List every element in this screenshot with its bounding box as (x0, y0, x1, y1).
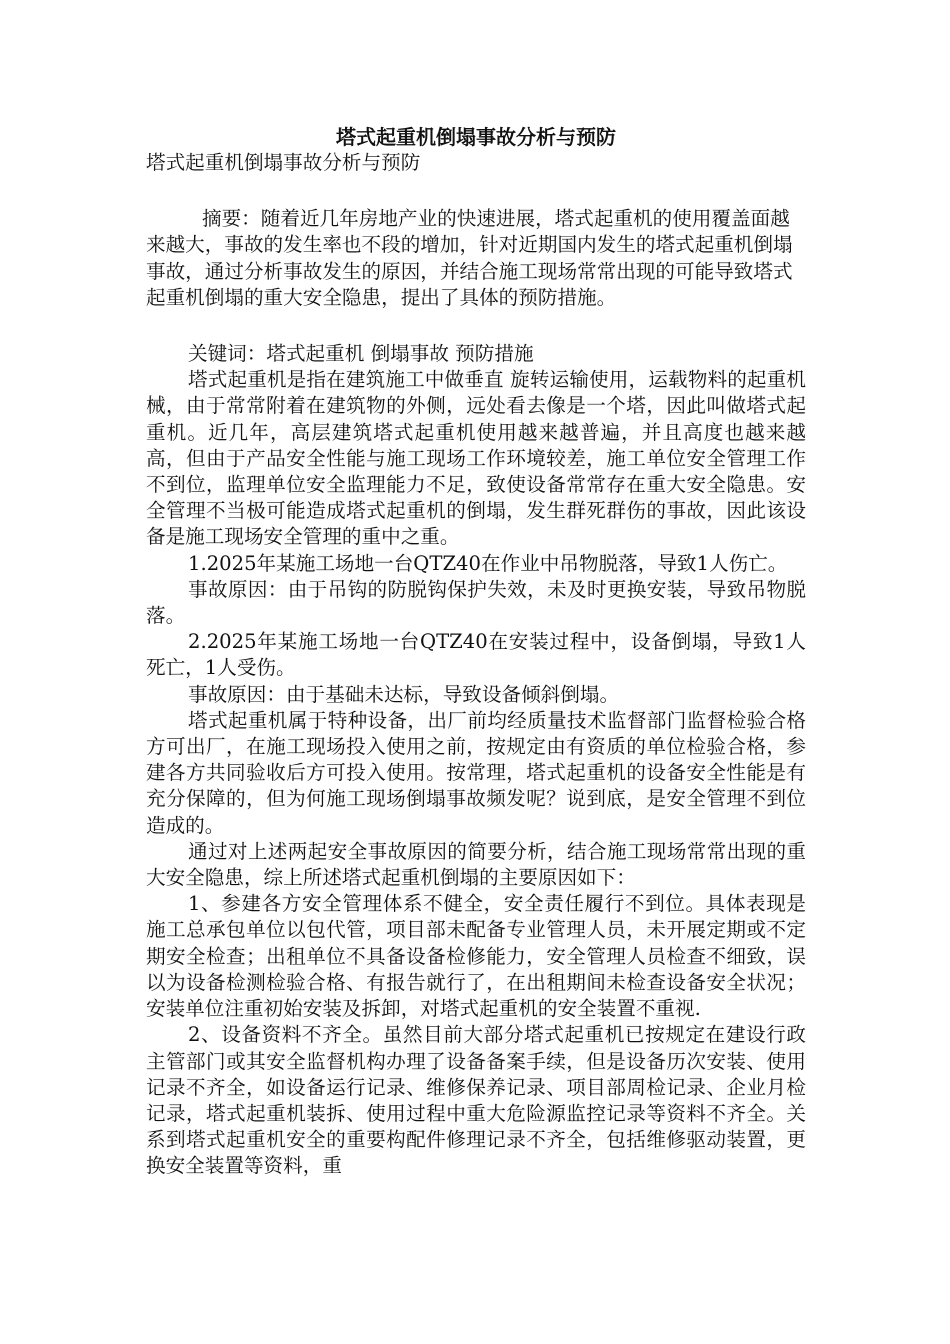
body-paragraph-cause-2: 事故原因：由于基础未达标，导致设备倾斜倒塌。 (188, 682, 620, 706)
body-paragraph-case-1: 1.2025年某施工场地一台QTZ40在作业中吊物脱落，导致1人伤亡。 (188, 551, 788, 575)
document-page (146, 124, 806, 1180)
body-paragraph-analysis: 通过对上述两起安全事故原因的简要分析，结合施工现场常常出现的重大安全隐患，综上所述塔式起重机倒塌的主要原因如下： (146, 839, 806, 890)
body-paragraph-reason-2: 2、设备资料不齐全。虽然目前大部分塔式起重机已按规定在建设行政主管部门或其安全监督机构办理了设备备案手续，但是设备历次安装、使用记录不齐全，如设备运行记录、维修保养记录、项目部周检记录、企业月检记录，塔式起重机装拆、使用过程中重大危险源监控记录等资料不齐全。关系到塔式起重机安全的重要构配件修理记录不齐全，包括维修驱动装置，更换安全装置等资料，重 (146, 1023, 806, 1178)
body-paragraph-cause-1: 事故原因：由于吊钩的防脱钩保护失效，未及时更换安装，导致吊物脱落。 (146, 577, 806, 628)
document-subtitle: 塔式起重机倒塌事故分析与预防 (146, 151, 421, 174)
keywords-line: 关键词：塔式起重机 倒塌事故 预防措施 (188, 342, 534, 366)
body-paragraph-special-equipment: 塔式起重机属于特种设备，出厂前均经质量技术监督部门监督检验合格方可出厂，在施工现场投入使用之前，按规定由有资质的单位检验合格，参建各方共同验收后方可投入使用。按常理，塔式起重机的设备安全性能是有充分保障的，但为何施工现场倒塌事故频发呢？说到底，是安全管理不到位造成的。 (146, 708, 806, 837)
abstract-paragraph: 摘要：随着近几年房地产业的快速进展，塔式起重机的使用覆盖面越来越大，事故的发生率也不段的增加，针对近期国内发生的塔式起重机倒塌事故，通过分析事故发生的原因，并结合施工现场常常出现的可能导致塔式起重机倒塌的重大安全隐患，提出了具体的预防措施。 (146, 207, 793, 309)
document-title: 塔式起重机倒塌事故分析与预防 (336, 125, 616, 149)
body-paragraph-intro: 塔式起重机是指在建筑施工中做垂直 旋转运输使用，运载物料的起重机械，由于常常附着在建筑物的外侧，远处看去像是一个塔，因此叫做塔式起重机。近几年，高层建筑塔式起重机使用越来越普遍，并且高度也越来越高，但由于产品安全性能与施工现场工作环境较差，施工单位安全管理工作不到位，监理单位安全监理能力不足，致使设备常常存在重大安全隐患。安全管理不当极可能造成塔式起重机的倒塌，发生群死群伤的事故，因此该设备是施工现场安全管理的重中之重。 (146, 368, 806, 549)
body-paragraph-case-2: 2.2025年某施工场地一台QTZ40在安装过程中，设备倒塌，导致1人死亡，1人受伤。 (146, 630, 806, 680)
body-paragraph-reason-1: 1、参建各方安全管理体系不健全，安全责任履行不到位。具体表现是施工总承包单位以包代管，项目部未配备专业管理人员，未开展定期或不定期安全检查；出租单位不具备设备检修能力，安全管理人员检查不细致，误以为设备检测检验合格、有报告就行了，在出租期间未检查设备安全状况；安装单位注重初始安装及拆卸，对塔式起重机的安全装置不重视. (146, 892, 806, 1021)
